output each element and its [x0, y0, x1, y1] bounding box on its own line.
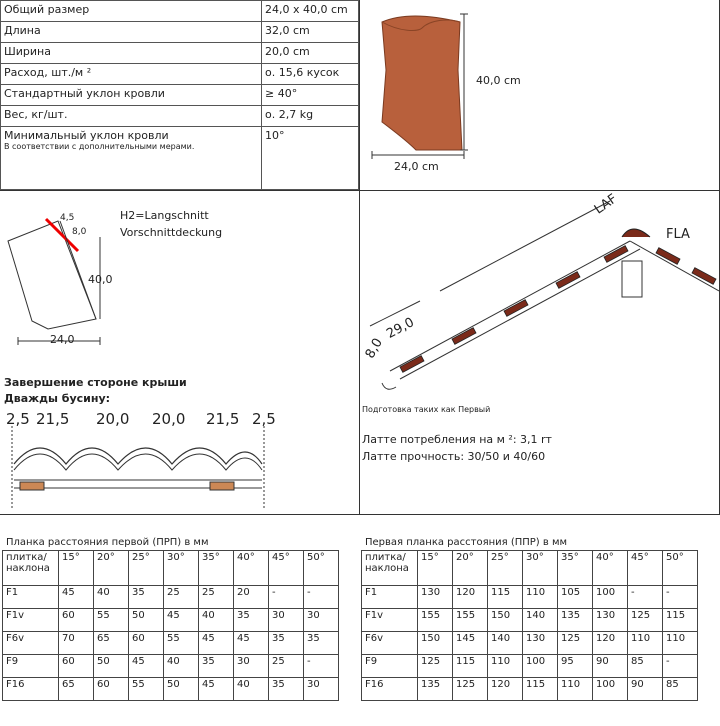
table-cell: 120: [488, 678, 523, 701]
table-cell: 100: [593, 586, 628, 609]
table-row: [362, 655, 698, 678]
spec-row: [1, 1, 359, 22]
table-cell: 145: [453, 632, 488, 655]
table-cell: 125: [558, 632, 593, 655]
table-cell: 90: [628, 678, 663, 701]
cut-title-1: H2=Langschnitt: [120, 209, 209, 222]
batten-strength: Латте прочность: 30/50 и 40/60: [362, 450, 546, 463]
spec-label-text: Ширина: [4, 45, 51, 58]
spec-label-text: Стандартный уклон кровли: [4, 87, 165, 100]
batten-consumption: Латте потребления на м ²: 3,1 rт: [362, 433, 552, 446]
spec-value: 32,0 cm: [262, 22, 359, 43]
table-cell: 60: [59, 609, 94, 632]
table-cell: 40: [199, 609, 234, 632]
table-left-caption: Планка расстояния первой (ПРП) в мм: [6, 537, 209, 548]
spec-label-text: Вес, кг/шт.: [4, 108, 68, 121]
table-cell: 115: [663, 609, 698, 632]
table-cell: -: [628, 586, 663, 609]
table-row: [3, 655, 339, 678]
table-row: [3, 609, 339, 632]
table-cell: 45: [164, 609, 199, 632]
table-cell: 20: [234, 586, 269, 609]
table-cell: 120: [453, 586, 488, 609]
cut-dim-40-0: 40,0: [88, 273, 113, 286]
table-cell: -: [663, 655, 698, 678]
table-cell: 150: [418, 632, 453, 655]
edge-dim-label: 2,5: [252, 410, 276, 428]
spec-value: ≥ 40°: [262, 85, 359, 106]
roof-drawing: [360, 191, 719, 401]
table-cell: 110: [488, 655, 523, 678]
table-angle-header: 50°: [304, 551, 339, 586]
spec-label: [1, 106, 262, 127]
table-cell: 35: [234, 609, 269, 632]
table-cell: 155: [418, 609, 453, 632]
table-cell: 45: [199, 632, 234, 655]
table-cell: 120: [593, 632, 628, 655]
divider: [0, 514, 720, 515]
roof-figure: [360, 191, 719, 514]
spec-label-text: Расход, шт./м ²: [4, 66, 92, 79]
table-cell: 30: [304, 609, 339, 632]
table-cell: 40: [234, 678, 269, 701]
table-row: [3, 678, 339, 701]
table-cell: 35: [199, 655, 234, 678]
table-cell: 110: [523, 586, 558, 609]
table-angle-header: 35°: [199, 551, 234, 586]
table-row-name: F9: [3, 655, 59, 678]
spec-label-text: Длина: [4, 24, 41, 37]
table-cell: 45: [129, 655, 164, 678]
table-cell: 65: [59, 678, 94, 701]
table-cell: 35: [269, 678, 304, 701]
spec-value: о. 15,6 кусок: [262, 64, 359, 85]
table-angle-header: 25°: [129, 551, 164, 586]
table-angle-header: 40°: [234, 551, 269, 586]
table-cell: 60: [59, 655, 94, 678]
table-cell: 50: [164, 678, 199, 701]
spec-row: [1, 127, 359, 190]
table-cell: 45: [234, 632, 269, 655]
table-cell: 25: [164, 586, 199, 609]
edge-dim-label: 21,5: [206, 410, 240, 428]
table-angle-header: 50°: [663, 551, 698, 586]
table-cell: 50: [129, 609, 164, 632]
spec-value: 20,0 cm: [262, 43, 359, 64]
table-row-name: F6v: [3, 632, 59, 655]
table-cell: 40: [94, 586, 129, 609]
table-cell: 130: [593, 609, 628, 632]
table-cell: -: [304, 586, 339, 609]
spec-label: [1, 1, 262, 22]
edge-title: Завершение стороне крыши: [4, 376, 187, 389]
spec-row: [1, 64, 359, 85]
roof-fla-label: FLA: [666, 227, 690, 242]
table-cell: 125: [453, 678, 488, 701]
table-row: [362, 632, 698, 655]
table-angle-header: 40°: [593, 551, 628, 586]
table-cell: 45: [59, 586, 94, 609]
table-cell: 115: [453, 655, 488, 678]
roof-laf-label: LAF: [591, 191, 621, 218]
table-angle-header: 15°: [59, 551, 94, 586]
table-row: [3, 586, 339, 609]
table-row-name: F9: [362, 655, 418, 678]
spec-label-text: Минимальный уклон кровли: [4, 129, 169, 142]
table-left: [2, 535, 339, 701]
table-row-name: F16: [362, 678, 418, 701]
tile-height-label: 40,0 cm: [476, 74, 521, 87]
edge-dim-label: 21,5: [36, 410, 70, 428]
tile-figure: [360, 0, 719, 190]
table-cell: -: [663, 586, 698, 609]
table-cell: 35: [269, 632, 304, 655]
table-cell: 100: [523, 655, 558, 678]
table-row-name: F1v: [362, 609, 418, 632]
spec-label: [1, 127, 262, 190]
table-row-name: F1v: [3, 609, 59, 632]
roof-caption: Подготовка таких как Первый: [362, 405, 491, 414]
edge-dim-label: 20,0: [152, 410, 186, 428]
spec-label: [1, 43, 262, 64]
table-cell: 125: [628, 609, 663, 632]
table-right: [361, 535, 698, 701]
table-cell: 35: [304, 632, 339, 655]
table-cell: 85: [628, 655, 663, 678]
edge-dim-label: 20,0: [96, 410, 130, 428]
spec-row: [1, 22, 359, 43]
table-row: [362, 609, 698, 632]
table-cell: 140: [488, 632, 523, 655]
spec-value: 24,0 x 40,0 cm: [262, 1, 359, 22]
cut-figure: [0, 191, 359, 371]
table-cell: 110: [663, 632, 698, 655]
table-cell: 130: [418, 586, 453, 609]
spec-label: [1, 22, 262, 43]
spec-label: [1, 85, 262, 106]
table-cell: 25: [269, 655, 304, 678]
table-cell: 30: [304, 678, 339, 701]
table-angle-header: 45°: [628, 551, 663, 586]
table-cell: 70: [59, 632, 94, 655]
table-cell: 135: [558, 609, 593, 632]
table-cell: 140: [523, 609, 558, 632]
cut-dim-8-0: 8,0: [72, 227, 87, 237]
table-row: [3, 632, 339, 655]
edge-figure: [0, 372, 359, 514]
table-cell: 150: [488, 609, 523, 632]
table-cell: 45: [199, 678, 234, 701]
table-cell: 155: [453, 609, 488, 632]
table-angle-header: 15°: [418, 551, 453, 586]
table-cell: 60: [129, 632, 164, 655]
table-angle-header: 20°: [453, 551, 488, 586]
table-cell: 95: [558, 655, 593, 678]
table-cell: 85: [663, 678, 698, 701]
table-row: [362, 678, 698, 701]
table-cell: 115: [488, 586, 523, 609]
table-row-name: F6v: [362, 632, 418, 655]
spec-table: [0, 0, 360, 191]
spec-row: [1, 106, 359, 127]
table-cell: 65: [94, 632, 129, 655]
table-cell: 125: [418, 655, 453, 678]
table-cell: 90: [593, 655, 628, 678]
table-angle-header: 35°: [558, 551, 593, 586]
table-cell: 55: [94, 609, 129, 632]
table-angle-header: 20°: [94, 551, 129, 586]
spec-row: [1, 43, 359, 64]
spec-row: [1, 85, 359, 106]
spec-value: о. 2,7 kg: [262, 106, 359, 127]
spec-note: В соответствии с дополнительными мерами.: [4, 142, 195, 151]
roof-dim-29-0: 29,0: [384, 315, 417, 342]
table-row-name: F1: [362, 586, 418, 609]
table-cell: 100: [593, 678, 628, 701]
edge-drawing: [0, 422, 300, 512]
roof-dim-8-0: 8,0: [362, 335, 387, 362]
cut-dim-24-0: 24,0: [50, 333, 75, 346]
table-cell: 60: [94, 678, 129, 701]
table-angle-header: 30°: [164, 551, 199, 586]
cut-title-2: Vorschnittdeckung: [120, 226, 223, 239]
table-row-name: F1: [3, 586, 59, 609]
table-cell: 110: [628, 632, 663, 655]
edge-subtitle: Дважды бусину:: [4, 392, 111, 405]
table-angle-header: 30°: [523, 551, 558, 586]
table-row-name: F16: [3, 678, 59, 701]
table-angle-header: 45°: [269, 551, 304, 586]
table-right-caption: Первая планка расстояния (ППР) в мм: [365, 537, 568, 548]
table-row: [362, 586, 698, 609]
table-cell: 50: [94, 655, 129, 678]
table-cell: 105: [558, 586, 593, 609]
spec-value: 10°: [262, 127, 359, 190]
table-cell: -: [269, 586, 304, 609]
tile-width-label: 24,0 cm: [394, 160, 439, 173]
table-cell: 40: [164, 655, 199, 678]
table-angle-header: 25°: [488, 551, 523, 586]
table-cell: 55: [164, 632, 199, 655]
table-cell: -: [304, 655, 339, 678]
table-cell: 30: [269, 609, 304, 632]
spec-label: [1, 64, 262, 85]
spec-label-text: Общий размер: [4, 3, 90, 16]
table-cell: 110: [558, 678, 593, 701]
table-header-label: плитка/ наклона: [3, 551, 59, 586]
table-header-label: плитка/ наклона: [362, 551, 418, 586]
table-cell: 115: [523, 678, 558, 701]
table-header-row: [3, 551, 339, 586]
cut-dim-4-5: 4,5: [60, 213, 75, 223]
edge-dim-label: 2,5: [6, 410, 30, 428]
table-cell: 135: [418, 678, 453, 701]
table-cell: 25: [199, 586, 234, 609]
table-cell: 35: [129, 586, 164, 609]
table-cell: 130: [523, 632, 558, 655]
table-cell: 55: [129, 678, 164, 701]
table-cell: 30: [234, 655, 269, 678]
table-header-row: [362, 551, 698, 586]
